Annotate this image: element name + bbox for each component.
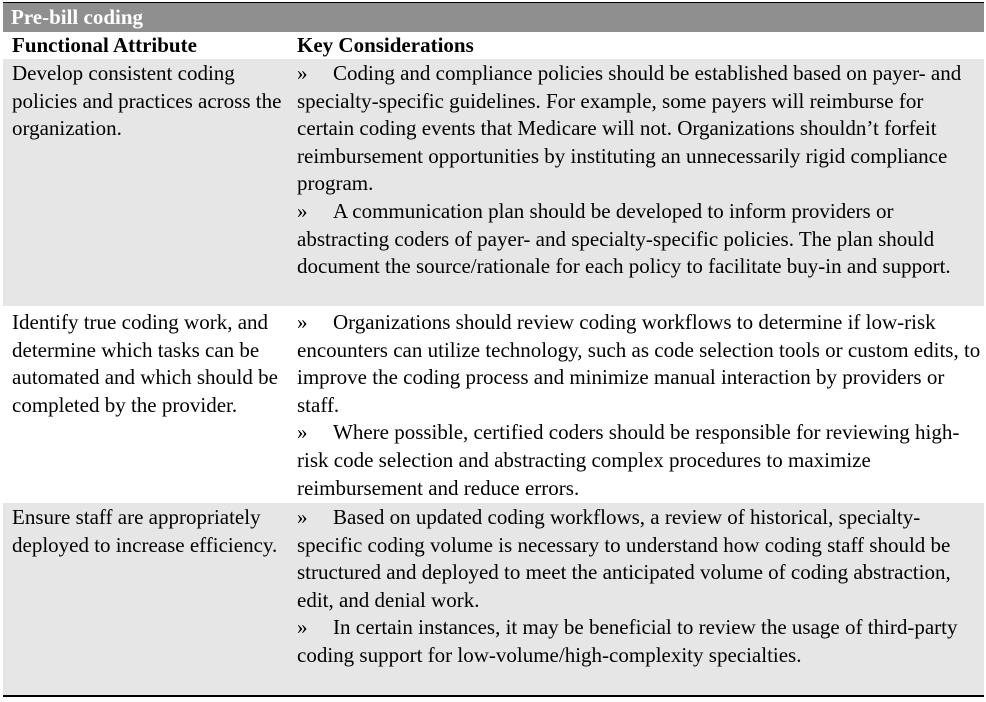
consideration-item (297, 60, 984, 198)
consideration-text: Coding and compliance policies should be established based on payer- and specialty-specific guidelines. For example, some payers will reimburse for certain coding events that Medicare will not. Organizations shouldn’t forfeit reimbursement opportunities by instituting an unnecessarily rigid compliance program. (297, 61, 962, 196)
consideration-item (297, 419, 984, 502)
consideration-text: Organizations should review coding workflows to determine if low-risk encounters can utilize technology, such as code selection tools or custom edits, to improve the coding process and minimize manual interaction by providers or staff. (297, 310, 981, 417)
consideration-text: Based on updated coding workflows, a review of historical, specialty-specific coding volume is necessary to understand how coding staff should be structured and deployed to meet the anticipated volume of coding abstraction, edit, and denial work. (297, 505, 951, 612)
bullet-chevron-icon: » (297, 310, 308, 334)
consideration-text: In certain instances, it may be beneficial to review the usage of third-party coding support for low-volume/high-complexity specialties. (297, 615, 958, 667)
considerations-cell (291, 503, 984, 695)
consideration-item (297, 504, 984, 614)
consideration-item (297, 198, 984, 281)
table-title: Pre-bill coding (3, 3, 984, 32)
coding-table (3, 2, 984, 697)
bullet-chevron-icon: » (297, 198, 308, 223)
table-row (3, 501, 984, 695)
header-row (3, 32, 984, 59)
attribute-cell: Ensure staff are appropriately deployed to increase efficiency. (12, 505, 278, 557)
consideration-item (297, 309, 984, 419)
attribute-cell: Develop consistent coding policies and practices across the organization. (12, 61, 282, 141)
considerations-cell (291, 308, 984, 501)
header-key-considerations: Key Considerations (297, 33, 474, 57)
bullet-chevron-icon: » (297, 61, 308, 85)
table-row (3, 59, 984, 306)
attribute-cell: Identify true coding work, and determine which tasks can be automated and which should be completed by the provider. (12, 310, 278, 417)
consideration-text: Where possible, certified coders should be responsible for reviewing high-risk code selection and abstracting complex procedures to maximize reimbursement and reduce errors. (297, 420, 960, 500)
bullet-chevron-icon: » (297, 615, 308, 640)
bullet-chevron-icon: » (297, 420, 308, 445)
considerations-cell (291, 59, 984, 306)
consideration-text: A communication plan should be developed to inform providers or abstracting coders of payer- and specialty-specific policies. The plan should document the source/rationale for each policy to facilitate buy-in and support. (297, 198, 951, 279)
consideration-item (297, 614, 984, 669)
header-functional-attribute: Functional Attribute (12, 33, 197, 57)
bullet-chevron-icon: » (297, 505, 308, 529)
table-row (3, 306, 984, 501)
